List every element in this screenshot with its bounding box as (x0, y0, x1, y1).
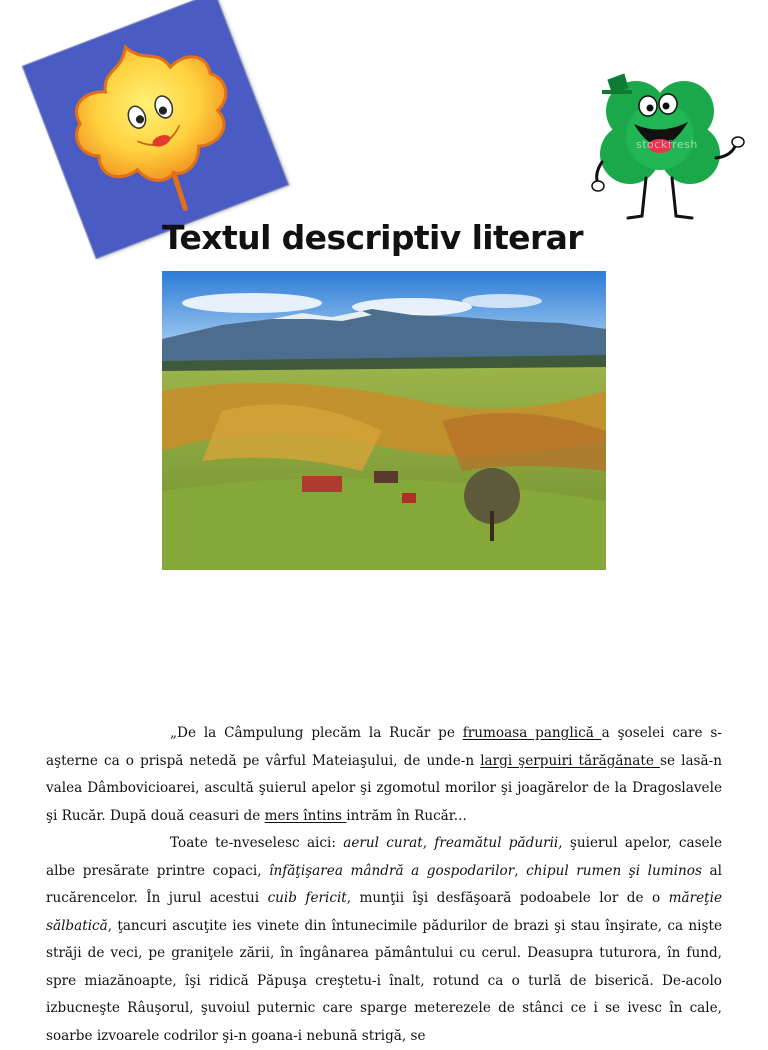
paragraph-1 (46, 720, 722, 830)
italic-phrase: freamătul pădurii (434, 835, 559, 851)
clover-watermark: stockfresh (636, 138, 698, 151)
paragraph-2 (46, 830, 722, 1050)
italic-phrase: măreţie sălbatică (46, 890, 722, 934)
underlined-phrase: mers întins (264, 807, 347, 824)
mountain-landscape-photo (162, 271, 606, 570)
italic-phrase: chipul rumen şi luminos (526, 862, 702, 879)
text-run: intrăm în Rucăr... (346, 807, 467, 824)
italic-phrase: cuib fericit (267, 890, 347, 906)
italic-phrase: aerul curat (343, 835, 423, 851)
text-run: Toate te-nveselesc aici: (170, 835, 344, 851)
text-run: , munţii îşi desfăşoară podoabele lor de o (346, 890, 669, 906)
text-run: a şoselei care s-aşterne ca o prispă netedă pe vârful Mateiaşului, de unde-n (46, 725, 722, 769)
text-run: , şuierul apelor, casele albe presărate printre copaci, (46, 835, 722, 879)
text-run: al rucărencelor. În jurul acestui (46, 862, 722, 906)
text-run: „De la Câmpulung plecăm la Rucăr pe (170, 725, 463, 741)
text-run: , (422, 835, 435, 851)
page-title: Textul descriptiv literar (162, 218, 583, 257)
underlined-phrase: largi şerpuiri tărăgănate (480, 752, 660, 769)
document-body (46, 720, 722, 1050)
text-run: , (514, 862, 527, 879)
italic-phrase: înfăţişarea mândră a gospodarilor (269, 862, 515, 879)
text-run: , ţancuri ascuţite ies vinete din întunecimile pădurilor de brazi şi stau înşirate, ca nişte străji de veci, pe graniţele zării, în îngânarea pământului cu cerul. Deasupra tuturora, în fund, spre miazănoapte, îşi ridică Păpuşa creştetu-i înalt, rotund ca o turlă de biserică. De-acolo izbucneşte Râuşorul, şuvoiul puternic care sparge meterezele de stânci ce i se ivesc în cale, soarbe izvoarele codrilor şi-n goana-i nebună strigă, se (46, 917, 722, 1044)
text-run: se lasă-n valea Dâmbovicioarei, ascultă şuierul apelor şi zgomotul morilor şi joagărelor de la Dragoslavele şi Rucăr. După două ceasuri de (46, 752, 722, 824)
underlined-phrase: frumoasa panglică (462, 725, 602, 741)
